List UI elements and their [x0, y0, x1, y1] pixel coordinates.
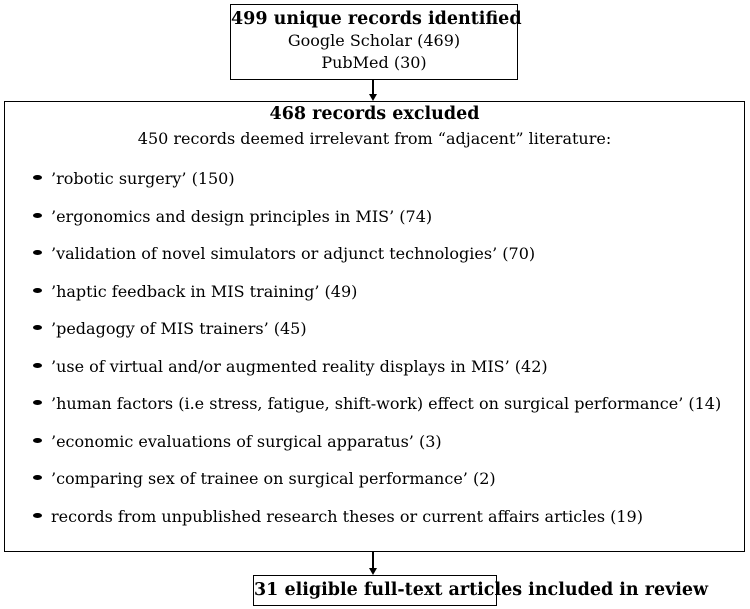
bullet-icon [33, 175, 42, 180]
arrowhead-top [369, 94, 377, 101]
excluded-box [4, 101, 745, 552]
connector-top [372, 80, 374, 94]
list-item [31, 206, 721, 244]
list-item [31, 318, 721, 356]
bullet-icon [33, 250, 42, 255]
list-item-text: ’economic evaluations of surgical apparatus’ (3) [51, 431, 442, 451]
included-title: 31 eligible full-text articles included in review [254, 580, 709, 600]
bullet-icon [33, 400, 42, 405]
list-item [31, 506, 721, 544]
list-item-text: ’human factors (i.e stress, fatigue, shift-work) effect on surgical performance’ (14) [51, 394, 722, 413]
included-box [253, 575, 709, 606]
bullet-icon [33, 325, 42, 330]
source-pubmed: PubMed (30) [321, 53, 427, 72]
list-item-text: ’ergonomics and design principles in MIS’ (74) [51, 206, 433, 226]
arrowhead-bottom [369, 568, 377, 575]
list-item-text: ’robotic surgery’ (150) [51, 169, 235, 188]
list-item-text: ’comparing sex of trainee on surgical performance’ (2) [51, 469, 496, 488]
list-item [31, 431, 721, 469]
list-item [31, 168, 721, 206]
list-item-text: records from unpublished research theses or current affairs articles (19) [51, 506, 643, 526]
list-item [31, 356, 721, 394]
bullet-icon [33, 213, 42, 218]
list-item-text: ’pedagogy of MIS trainers’ (45) [51, 319, 307, 338]
bullet-icon [33, 513, 42, 518]
list-item [31, 281, 721, 319]
identified-title: 499 unique records identified [231, 9, 522, 29]
list-item [31, 243, 721, 281]
bullet-icon [33, 438, 42, 443]
connector-bottom [372, 552, 374, 568]
excluded-title: 468 records excluded [269, 104, 480, 124]
bullet-icon [33, 363, 42, 368]
list-item-text: ’validation of novel simulators or adjunct technologies’ (70) [51, 244, 536, 263]
identified-box [230, 4, 522, 80]
list-item-text: ’use of virtual and/or augmented reality displays in MIS’ (42) [51, 356, 548, 376]
excluded-subtitle: 450 records deemed irrelevant from “adjacent” literature: [137, 129, 612, 148]
list-item [31, 468, 721, 506]
list-item-text: ’haptic feedback in MIS training’ (49) [51, 281, 358, 301]
bullet-icon [33, 475, 42, 480]
source-google-scholar: Google Scholar (469) [287, 31, 461, 50]
excluded-list [31, 168, 721, 543]
bullet-icon [33, 288, 42, 293]
list-item [31, 393, 721, 431]
